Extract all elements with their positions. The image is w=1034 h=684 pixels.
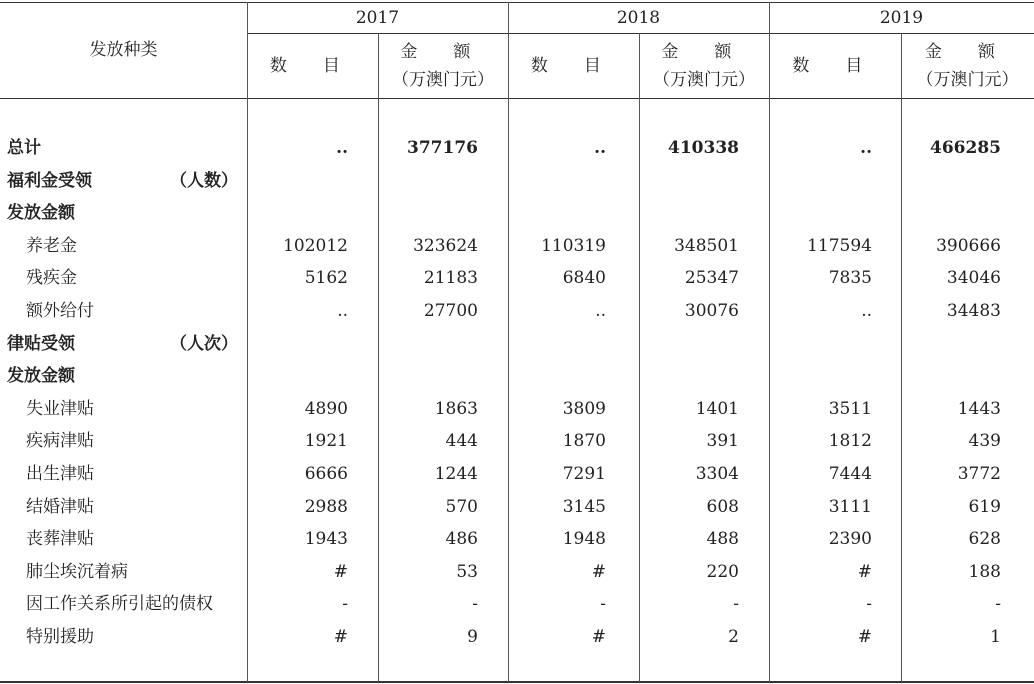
amount-header-2017-line2: （万澳门元） bbox=[392, 70, 494, 90]
row-label: 丧葬津贴 bbox=[26, 529, 94, 549]
count-header-2018: 数 目 bbox=[530, 56, 617, 76]
table-cell: 1921 bbox=[304, 431, 348, 451]
table-cell: 444 bbox=[445, 431, 478, 451]
table-cell: 7835 bbox=[828, 268, 872, 288]
row-unit-tag: （人次） bbox=[170, 334, 238, 354]
table-cell: # bbox=[333, 562, 348, 582]
table-cell: 3772 bbox=[957, 464, 1001, 484]
table-cell: 466285 bbox=[930, 138, 1001, 158]
row-label: 失业津贴 bbox=[26, 399, 94, 419]
table-cell: 619 bbox=[968, 497, 1001, 517]
row-label: 总计 bbox=[7, 138, 41, 158]
table-cell: 1244 bbox=[434, 464, 478, 484]
table-cell: - bbox=[733, 594, 739, 614]
table-cell: 4890 bbox=[304, 399, 348, 419]
table-cell: - bbox=[866, 594, 872, 614]
table-cell: - bbox=[342, 594, 348, 614]
year-header-2019: 2019 bbox=[879, 8, 924, 28]
table-cell: .. bbox=[595, 301, 606, 321]
table-cell: 7444 bbox=[828, 464, 872, 484]
table-cell: 1443 bbox=[957, 399, 1001, 419]
row-label: 因工作关系所引起的债权 bbox=[26, 594, 213, 614]
col-divider-2017-inner bbox=[378, 33, 379, 682]
table-cell: 5162 bbox=[304, 268, 348, 288]
table-cell: 34483 bbox=[946, 301, 1001, 321]
year-header-2018: 2018 bbox=[616, 8, 661, 28]
table-cell: # bbox=[857, 562, 872, 582]
table-cell: 6666 bbox=[304, 464, 348, 484]
table-cell: 1401 bbox=[695, 399, 739, 419]
table-cell: 1812 bbox=[828, 431, 872, 451]
table-cell: 102012 bbox=[283, 236, 348, 256]
amount-header-2018-line2: （万澳门元） bbox=[653, 70, 755, 90]
table-cell: 439 bbox=[968, 431, 1001, 451]
table-cell: 377176 bbox=[407, 138, 478, 158]
amount-header-2018-line1: 金 额 bbox=[661, 42, 747, 62]
table-cell: 486 bbox=[445, 529, 478, 549]
table-cell: 220 bbox=[706, 562, 739, 582]
table-cell: - bbox=[472, 594, 478, 614]
table-cell: # bbox=[333, 627, 348, 647]
table-cell: 117594 bbox=[807, 236, 872, 256]
table-cell: 1870 bbox=[562, 431, 606, 451]
row-label: 发放金额 bbox=[7, 366, 75, 386]
table-cell: 188 bbox=[968, 562, 1001, 582]
table-cell: 1863 bbox=[434, 399, 478, 419]
bottom-rule bbox=[0, 681, 1034, 683]
table-cell: 1948 bbox=[562, 529, 606, 549]
table-cell: 391 bbox=[706, 431, 739, 451]
row-label: 出生津贴 bbox=[26, 464, 94, 484]
table-cell: 7291 bbox=[562, 464, 606, 484]
table-cell: 390666 bbox=[936, 236, 1001, 256]
table-cell: 1943 bbox=[304, 529, 348, 549]
table-cell: .. bbox=[336, 138, 348, 158]
table-cell: 2390 bbox=[828, 529, 872, 549]
table-cell: .. bbox=[337, 301, 348, 321]
table-cell: 3809 bbox=[562, 399, 606, 419]
table-cell: 53 bbox=[456, 562, 478, 582]
table-cell: 1 bbox=[990, 627, 1001, 647]
row-label: 特别援助 bbox=[26, 627, 94, 647]
row-label: 额外给付 bbox=[26, 301, 94, 321]
table-cell: 628 bbox=[968, 529, 1001, 549]
row-label: 养老金 bbox=[26, 236, 77, 256]
count-header-2019: 数 目 bbox=[792, 56, 878, 76]
table-cell: 27700 bbox=[423, 301, 478, 321]
row-label: 结婚津贴 bbox=[26, 497, 94, 517]
row-label: 疾病津贴 bbox=[26, 431, 94, 451]
col-divider-2018-inner bbox=[639, 33, 640, 682]
table-cell: 30076 bbox=[684, 301, 739, 321]
year-rule bbox=[247, 33, 1034, 34]
row-label: 发放金额 bbox=[7, 203, 75, 223]
row-label: 律贴受领 bbox=[7, 334, 75, 354]
table-cell: 348501 bbox=[674, 236, 739, 256]
table-cell: - bbox=[995, 594, 1001, 614]
table-cell: # bbox=[591, 562, 606, 582]
table-cell: 2988 bbox=[304, 497, 348, 517]
table-cell: 570 bbox=[445, 497, 478, 517]
table-cell: 25347 bbox=[684, 268, 739, 288]
table-cell: 410338 bbox=[668, 138, 739, 158]
row-label-header: 发放种类 bbox=[89, 40, 158, 60]
table-cell: 6840 bbox=[562, 268, 606, 288]
year-header-2017: 2017 bbox=[355, 8, 400, 28]
row-unit-tag: （人数） bbox=[170, 171, 238, 191]
row-label: 肺尘埃沉着病 bbox=[26, 562, 128, 582]
table-cell: # bbox=[857, 627, 872, 647]
table-cell: 3304 bbox=[695, 464, 739, 484]
table-cell: 3145 bbox=[562, 497, 606, 517]
table-cell: 2 bbox=[728, 627, 739, 647]
table-cell: .. bbox=[594, 138, 606, 158]
table-cell: # bbox=[591, 627, 606, 647]
table-cell: .. bbox=[861, 301, 872, 321]
table-cell: 110319 bbox=[541, 236, 606, 256]
amount-header-2019-line1: 金 额 bbox=[924, 42, 1011, 62]
top-rule bbox=[0, 2, 1034, 3]
table-cell: 608 bbox=[706, 497, 739, 517]
amount-header-2017-line1: 金 额 bbox=[400, 42, 486, 62]
table-cell: 323624 bbox=[413, 236, 478, 256]
row-label: 福利金受领 bbox=[7, 171, 92, 191]
table-cell: - bbox=[600, 594, 606, 614]
amount-header-2019-line2: （万澳门元） bbox=[916, 70, 1019, 90]
row-label: 残疾金 bbox=[26, 268, 77, 288]
table-cell: 3511 bbox=[828, 399, 872, 419]
table-cell: 9 bbox=[467, 627, 478, 647]
table-cell: 21183 bbox=[423, 268, 478, 288]
count-header-2017: 数 目 bbox=[269, 56, 356, 76]
header-bottom-rule bbox=[0, 98, 1034, 99]
col-divider-2019-inner bbox=[901, 33, 902, 682]
table-cell: 3111 bbox=[828, 497, 872, 517]
table-cell: 34046 bbox=[946, 268, 1001, 288]
table-cell: .. bbox=[860, 138, 872, 158]
table-cell: 488 bbox=[706, 529, 739, 549]
